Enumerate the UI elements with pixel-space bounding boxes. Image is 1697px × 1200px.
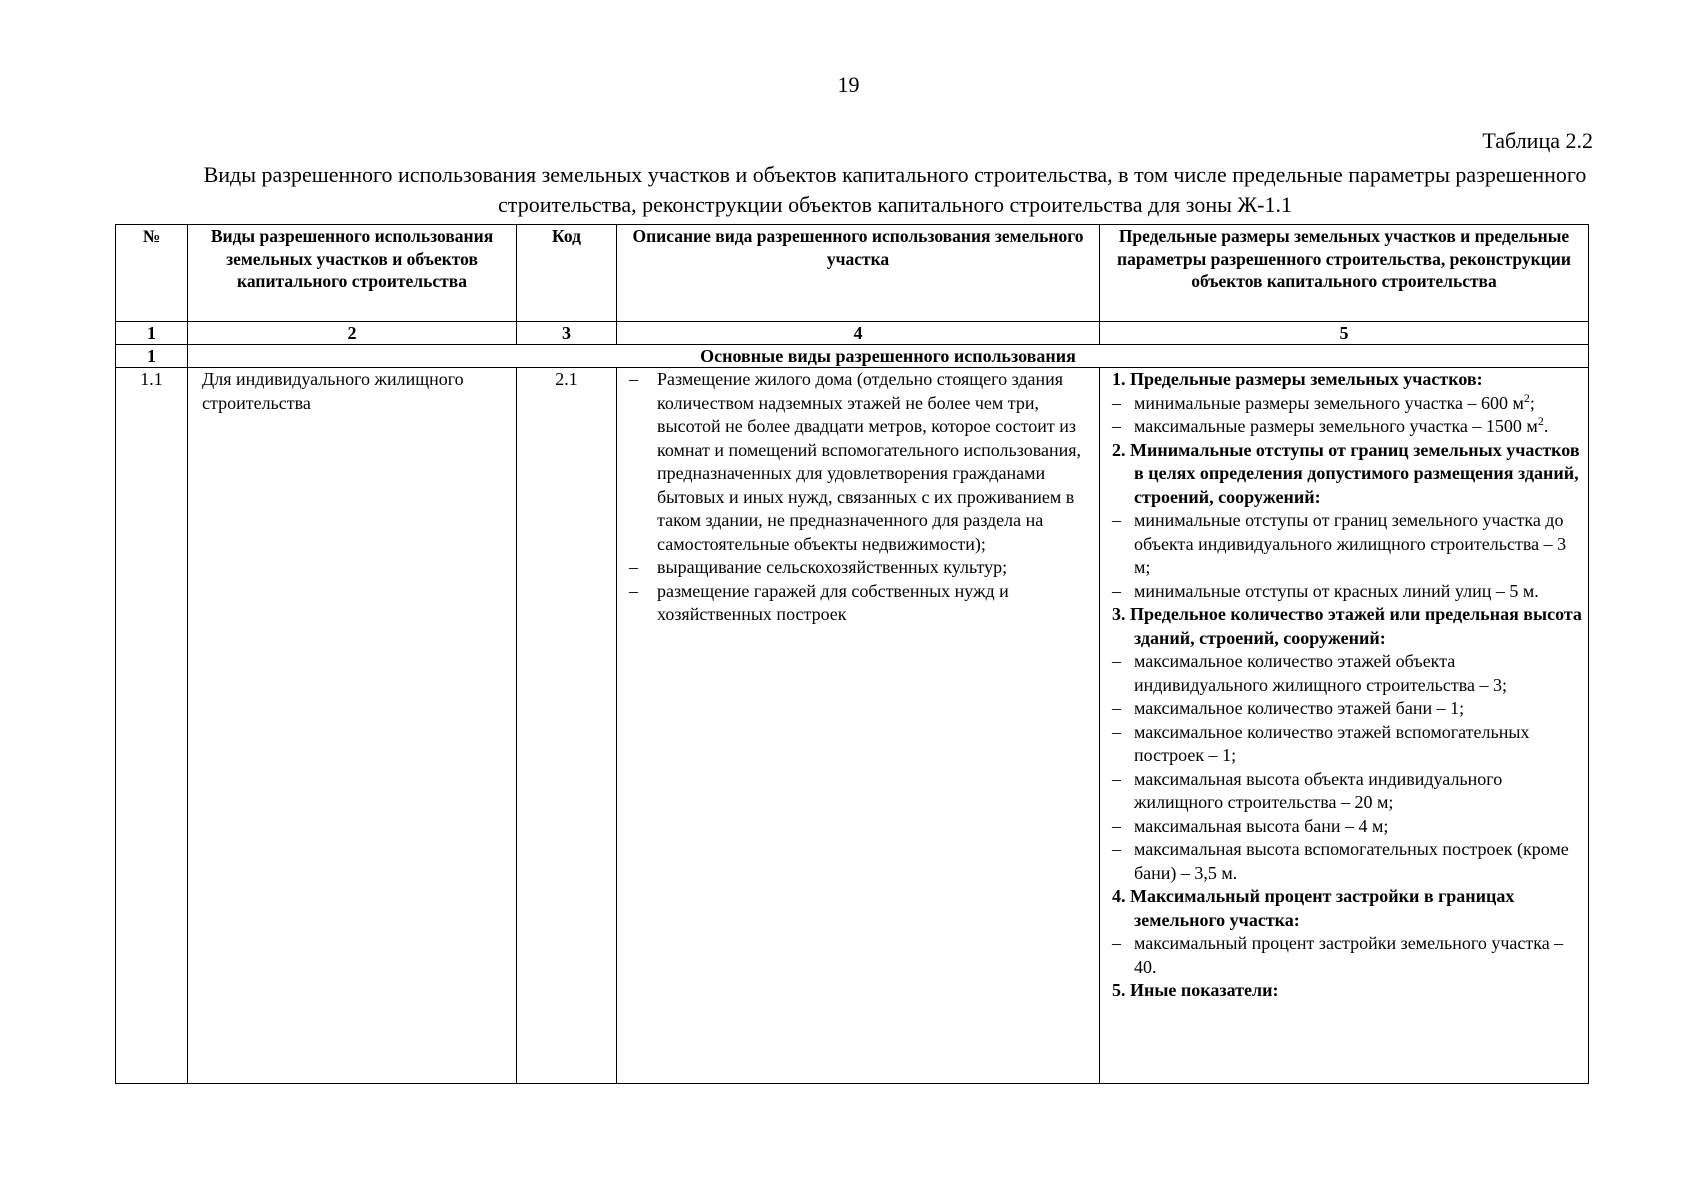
table-header-row: [116, 225, 1589, 322]
column-number: 1: [116, 322, 188, 345]
row-number: 1.1: [116, 368, 188, 1084]
parameter-list: [1112, 392, 1582, 439]
column-number: 2: [188, 322, 517, 345]
row-parameters: [1100, 368, 1589, 1084]
list-item: – максимальное количество этажей бани – 1;: [1112, 697, 1582, 721]
column-number: 5: [1100, 322, 1589, 345]
section-title: Основные виды разрешенного использования: [188, 345, 1589, 368]
item-text: максимальные размеры земельного участка – 1500 м: [1134, 416, 1538, 436]
section-heading: 1. Предельные размеры земельных участков:: [1112, 369, 1483, 389]
section-row: [116, 345, 1589, 368]
item-end: ;: [1529, 392, 1535, 413]
regulations-table: [115, 224, 1589, 1084]
section-heading: 5. Иные показатели:: [1112, 980, 1279, 1000]
header-description: Описание вида разрешенного использования земельного участка: [617, 225, 1100, 322]
row-use-type: Для индивидуального жилищного строительства: [188, 368, 517, 1084]
item-end: .: [1543, 416, 1549, 436]
table-label: Таблица 2.2: [1482, 128, 1593, 153]
list-item: – максимальная высота вспомогательных построек (кроме бани) – 3,5 м.: [1112, 838, 1582, 885]
list-item: [1112, 392, 1582, 416]
list-item: – максимальная высота объекта индивидуального жилищного строительства – 20 м;: [1112, 768, 1582, 815]
section-heading: 2. Минимальные отступы от границ земельных участков в целях определения допустимого размещения зданий, строений, сооружений:: [1112, 439, 1580, 507]
table-title: Виды разрешенного использования земельных участков и объектов капитального строительства, в том числе предельные параметры разрешенного строительства, реконструкции объектов капитального строительства для зоны Ж-1.1: [203, 162, 1587, 217]
list-item: – Размещение жилого дома (отдельно стоящего здания количеством надземных этажей не более чем три, высотой не более двадцати метров, которое состоит из комнат и помещений вспомогательного использования, предназначенных для удовлетворения гражданами бытовых и иных нужд, связанных с их проживанием в таком здании, не предназначенного для раздела на самостоятельные объекты недвижимости);: [621, 368, 1095, 556]
list-item: – минимальные отступы от границ земельного участка до объекта индивидуального жилищного строительства – 3 м;: [1112, 509, 1582, 580]
column-number-row: [116, 322, 1589, 345]
column-number: 3: [517, 322, 617, 345]
header-code: Код: [517, 225, 617, 322]
section-heading: 3. Предельное количество этажей или предельная высота зданий, строений, сооружений:: [1112, 604, 1582, 648]
superscript: 2: [1537, 414, 1544, 428]
row-code: 2.1: [517, 368, 617, 1084]
list-item: [1112, 415, 1582, 439]
parameter-list: [1112, 932, 1582, 979]
list-item: – выращивание сельскохозяйственных культур;: [621, 556, 1095, 580]
list-item: – максимальное количество этажей вспомогательных построек – 1;: [1112, 721, 1582, 768]
parameter-list: [1112, 650, 1582, 885]
row-description: [617, 368, 1100, 1084]
parameter-list: [1112, 509, 1582, 603]
header-use-type: Виды разрешенного использования земельных участков и объектов капитального строительства: [188, 225, 517, 322]
superscript: 2: [1523, 390, 1530, 405]
description-list: [621, 368, 1095, 627]
header-number: №: [116, 225, 188, 322]
section-heading: 4. Максимальный процент застройки в границах земельного участка:: [1112, 886, 1515, 930]
list-item: – максимальная высота бани – 4 м;: [1112, 815, 1582, 839]
column-number: 4: [617, 322, 1100, 345]
page-number: 19: [837, 72, 860, 97]
list-item: – минимальные отступы от красных линий улиц – 5 м.: [1112, 580, 1582, 604]
list-item: – размещение гаражей для собственных нужд и хозяйственных построек: [621, 580, 1095, 627]
table-row: [116, 368, 1589, 1084]
section-number: 1: [116, 345, 188, 368]
list-item: – максимальный процент застройки земельного участка – 40.: [1112, 932, 1582, 979]
item-text: минимальные размеры земельного участка – 600 м: [1134, 392, 1524, 413]
header-parameters: Предельные размеры земельных участков и предельные параметры разрешенного строительства, реконструкции объектов капитального строительства: [1100, 225, 1589, 322]
list-item: – максимальное количество этажей объекта индивидуального жилищного строительства – 3;: [1112, 650, 1582, 697]
